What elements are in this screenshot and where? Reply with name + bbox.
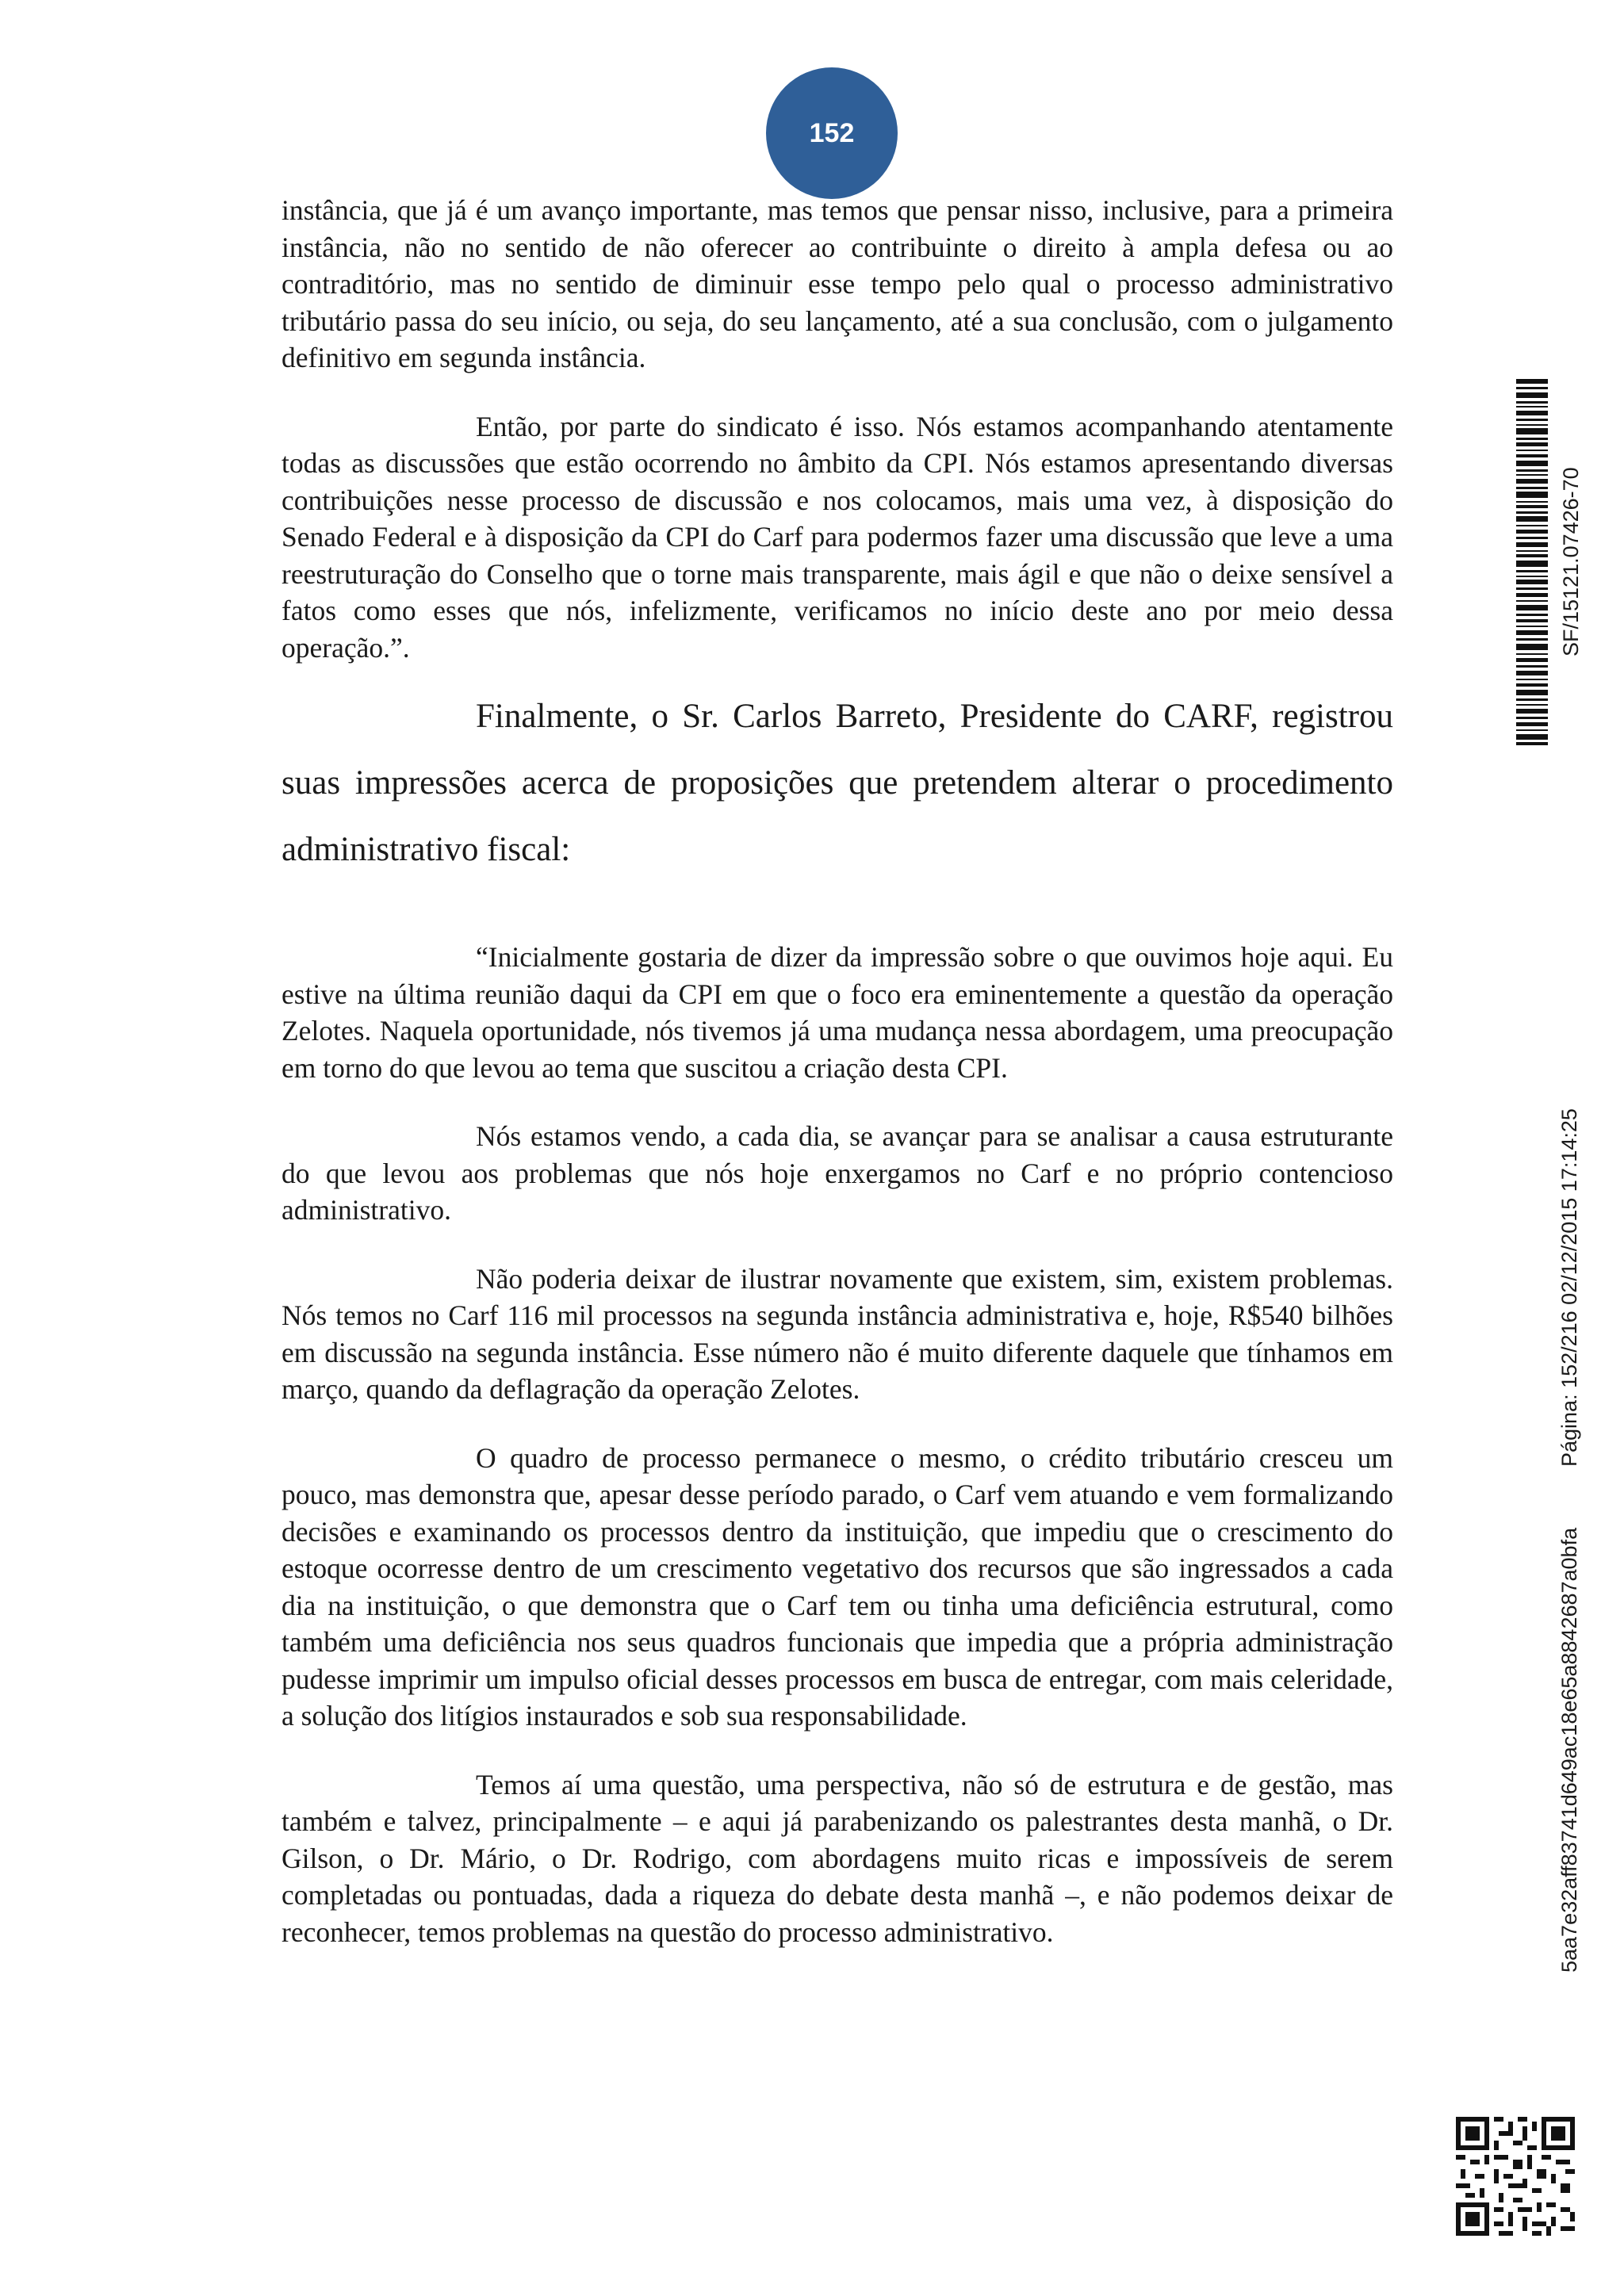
qr-code-icon bbox=[1456, 2117, 1575, 2236]
document-code: SF/15121.07426-70 bbox=[1559, 467, 1583, 656]
paragraph-6: Não poderia deixar de ilustrar novamente que existem, sim, existem problemas. Nós temos no Carf 116 mil processos na segunda instância administrativa e, hoje, R$540 bilhões em discussão na segunda instância. Esse número não é muito diferente daquele que tínhamos em março, quando da deflagração da operação Zelotes. bbox=[282, 1262, 1393, 1405]
paragraph-3-intro: Finalmente, o Sr. Carlos Barreto, Presidente do CARF, registrou suas impressões acerca de proposições que pretendem alterar o procedimento administrativo fiscal: bbox=[282, 698, 1393, 868]
paragraph-4: “Inicialmente gostaria de dizer da impressão sobre o que ouvimos hoje aqui. Eu estive na última reunião daqui da CPI em que o foco era eminentemente a questão da operação Zelotes. Naquela oportunidade, nós tivemos já uma mudança nessa abordagem, uma preocupação em torno do que levou ao tema que suscitou a criação desta CPI. bbox=[282, 941, 1393, 1084]
barcode-icon bbox=[1516, 379, 1548, 745]
paragraph-1: instância, que já é um avanço importante, mas temos que pensar nisso, inclusive, para a primeira instância, não no sentido de não oferecer ao contribuinte o direito à ampla defesa ou ao contraditório, mas no sentido de diminuir esse tempo pelo qual o processo administrativo tributário passa do seu início, ou seja, do seu lançamento, até a sua conclusão, com o julgamento definitivo em segunda instância. bbox=[282, 194, 1393, 373]
paragraph-8: Temos aí uma questão, uma perspectiva, não só de estrutura e de gestão, mas também e talvez, principalmente – e aqui já parabenizando os palestrantes desta manhã, o Dr. Gilson, o Dr. Mário, o Dr. Rodrigo, com abordagens muito ricas e impossíveis de serem completadas ou pontuadas, dada a riqueza do debate desta manhã –, e não podemos deixar de reconhecer, temos problemas na questão do processo administrativo. bbox=[282, 1768, 1393, 1948]
document-hash: 5aa7e32aff83741d649ac18e65a8842687a0bfa bbox=[1557, 1527, 1581, 1973]
document-body bbox=[282, 192, 1393, 1950]
paragraph-5: Nós estamos vendo, a cada dia, se avançar para se analisar a causa estruturante do que levou aos problemas que nós hoje enxergamos no Carf e no próprio contencioso administrativo. bbox=[282, 1120, 1393, 1226]
paragraph-7: O quadro de processo permanece o mesmo, o crédito tributário cresceu um pouco, mas demonstra que, apesar desse período parado, o Carf vem atuando e vem formalizando decisões e examinando os processos dentro da instituição, que impediu que o crescimento do estoque ocorresse dentro de um crescimento vegetativo dos recursos que são ingressados a cada dia na instituição, o que demonstra que o Carf tem ou tinha uma deficiência estrutural, como também uma deficiência nos seus quadros funcionais que impedia que a própria administração pudesse imprimir um impulso oficial desses processos em busca de entregar, com mais celeridade, a solução dos litígios instaurados e sob sua responsabilidade. bbox=[282, 1441, 1393, 1732]
paragraph-2: Então, por parte do sindicato é isso. Nós estamos acompanhando atentamente todas as discussões que estão ocorrendo no âmbito da CPI. Nós estamos apresentando diversas contribuições nesse processo de discussão e nos colocamos, mais uma vez, à disposição do Senado Federal e à disposição da CPI do Carf para podermos fazer uma discussão que leve a uma reestruturação do Conselho que o torne mais transparente, mais ágil e que não o deixe sensível a fatos como esses que nós, infelizmente, verificamos no início deste ano por meio dessa operação.”. bbox=[282, 410, 1393, 664]
page-number-badge: 152 bbox=[766, 67, 898, 199]
page-info: Página: 152/216 02/12/2015 17:14:25 bbox=[1557, 1108, 1581, 1467]
